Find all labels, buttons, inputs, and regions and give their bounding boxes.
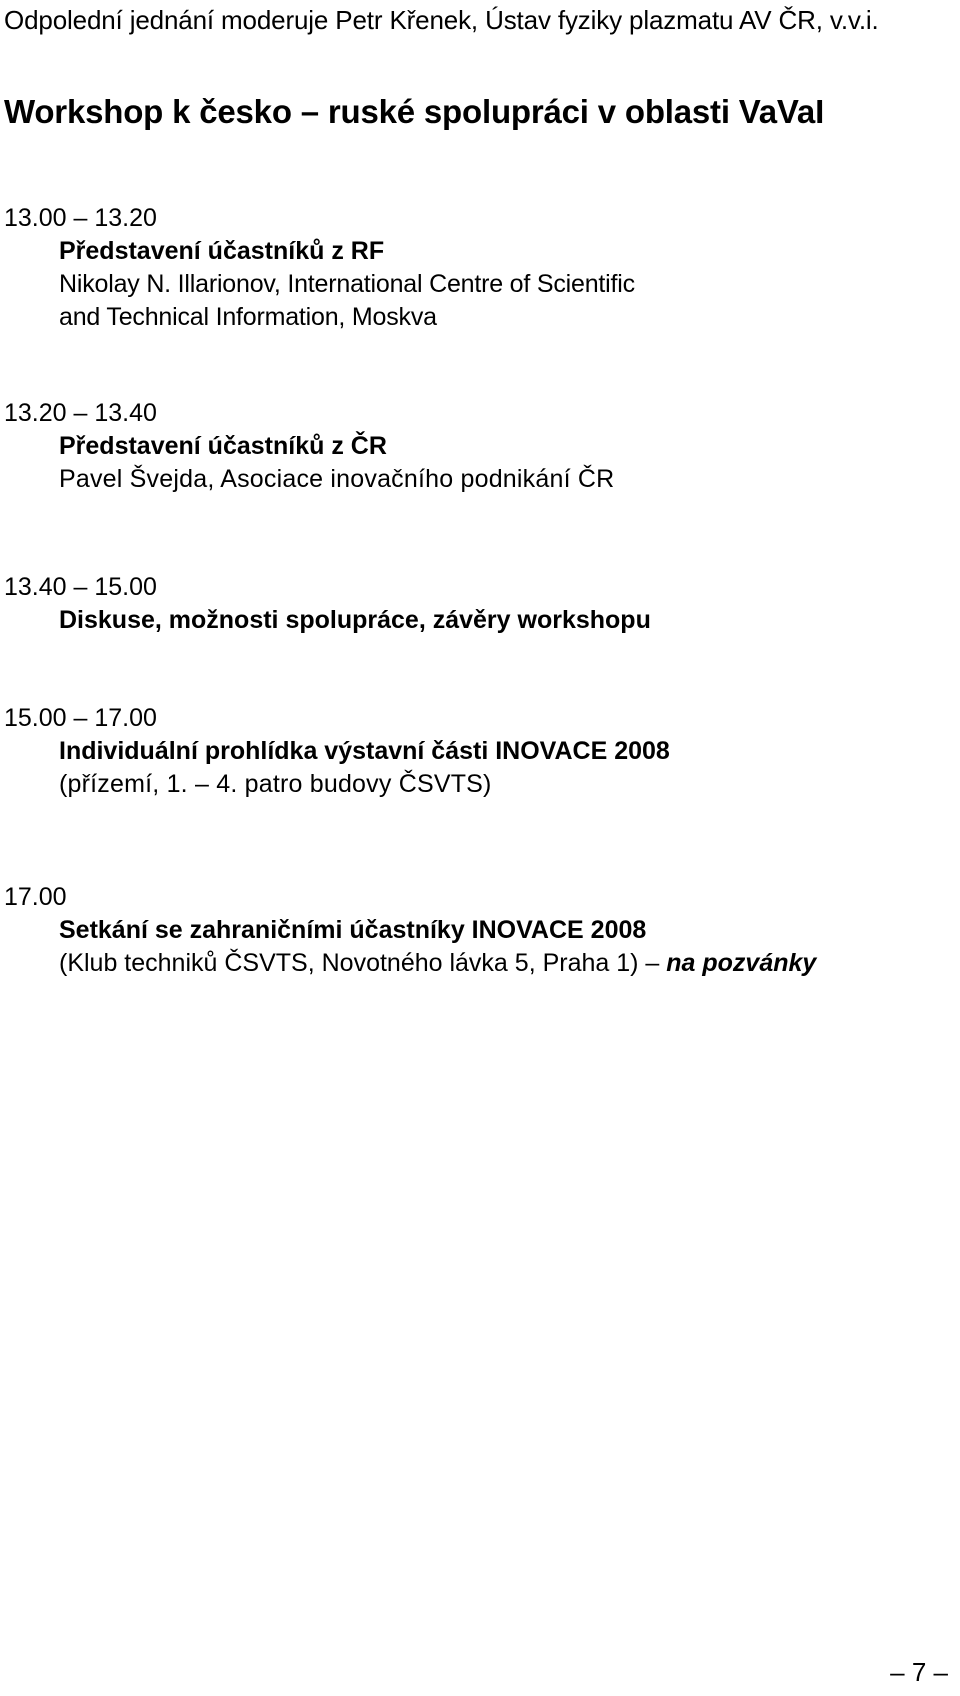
schedule-time: 17.00 — [4, 883, 67, 911]
schedule-detail-line: (přízemí, 1. – 4. patro budovy ČSVTS) — [59, 770, 492, 798]
schedule-item-1 — [4, 202, 635, 334]
schedule-detail-line: Nikolay N. Illarionov, International Centre of Scientific — [59, 270, 635, 298]
invitation-note: na pozvánky — [666, 949, 817, 977]
schedule-title: Diskuse, možnosti spolupráce, závěry workshopu — [59, 606, 651, 634]
workshop-title: Workshop k česko – ruské spolupráci v oblasti VaVaI — [4, 93, 825, 130]
schedule-time: 13.20 – 13.40 — [4, 399, 157, 427]
page-number: – 7 – — [890, 1657, 948, 1687]
schedule-time: 13.00 – 13.20 — [4, 204, 157, 232]
schedule-detail-line: and Technical Information, Moskva — [59, 303, 437, 331]
schedule-time: 15.00 – 17.00 — [4, 704, 157, 732]
schedule-item-4 — [4, 702, 670, 801]
schedule-title: Setkání se zahraničními účastníky INOVACE 2008 — [59, 916, 647, 944]
location-text: (Klub techniků ČSVTS, Novotného lávka 5, Praha 1) – — [59, 949, 667, 977]
schedule-title: Představení účastníků z RF — [59, 237, 385, 265]
schedule-item-2 — [4, 397, 614, 496]
moderator-intro: Odpolední jednání moderuje Petr Křenek, Ústav fyziky plazmatu AV ČR, v.v.i. — [4, 5, 879, 35]
schedule-item-3 — [4, 571, 651, 637]
schedule-detail-line: Pavel Švejda, Asociace inovačního podnikání ČR — [59, 465, 615, 493]
schedule-title: Individuální prohlídka výstavní části INOVACE 2008 — [59, 737, 670, 765]
schedule-detail-line — [59, 947, 816, 980]
schedule-time: 13.40 – 15.00 — [4, 573, 157, 601]
schedule-item-5 — [4, 881, 816, 980]
schedule-title: Představení účastníků z ČR — [59, 432, 387, 460]
